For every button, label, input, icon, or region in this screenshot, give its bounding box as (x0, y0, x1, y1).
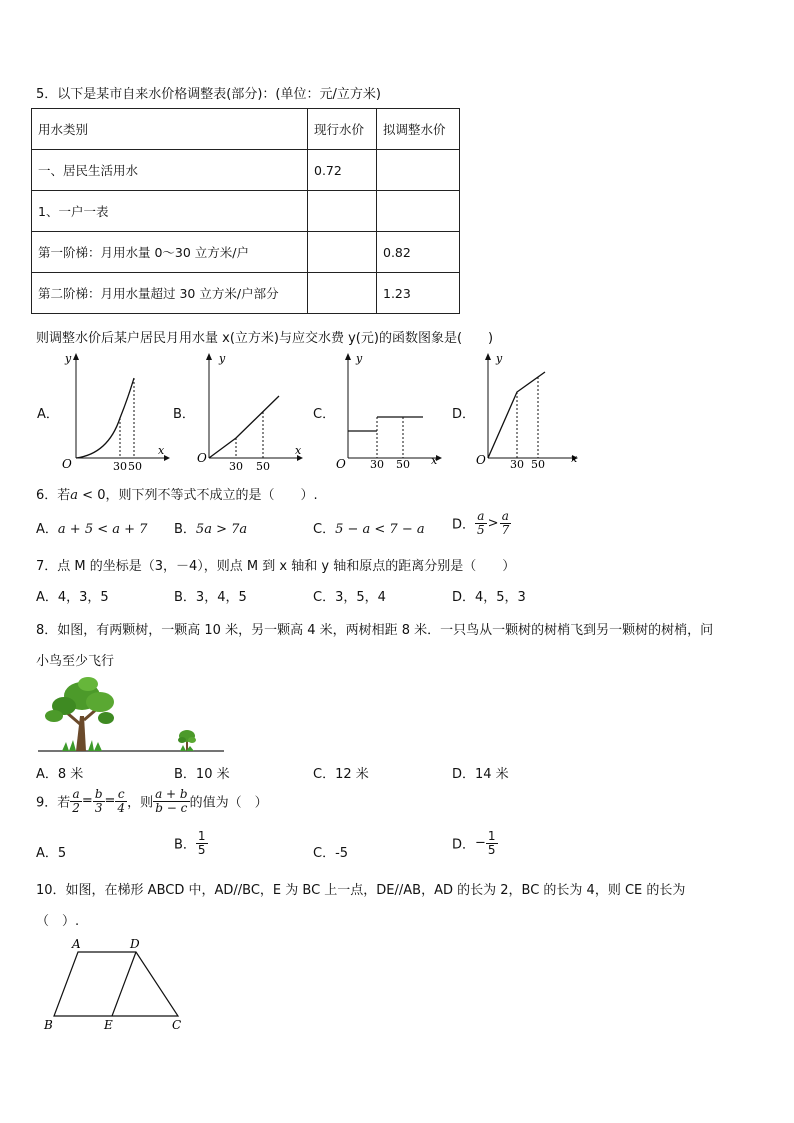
origin-label: O (336, 457, 346, 471)
q5-option-a: A． (37, 407, 59, 422)
q9-option-a: A．5 (36, 846, 67, 861)
q6-option-d (452, 510, 511, 536)
q8-line1: 8．如图，有两颗树，一颗高 10 米，另一颗高 4 米，两树相距 8 米．一只鸟从一颗树的树梢飞到另一颗树的树梢，问 (36, 623, 714, 638)
table-row (32, 150, 460, 191)
q6-cond: < 0，则下列不等式不成立的是（ ）. (78, 488, 318, 503)
origin-label: O (476, 453, 486, 467)
graph-a (58, 350, 170, 472)
fraction: $\frac{c}{4}$ (117, 787, 126, 815)
q9-d-label: D． (452, 837, 476, 853)
tick-label: 50 (396, 458, 410, 471)
fraction: $\frac{a}{5}$ (477, 509, 485, 537)
q9-mid: ，则 (127, 795, 154, 811)
q6-option-c (313, 518, 425, 537)
y-axis-label: y (65, 352, 72, 365)
table-cell: 1.23 (377, 273, 460, 314)
graph-d (474, 350, 586, 472)
table-cell (308, 273, 377, 314)
table-header: 拟调整水价 (377, 109, 460, 150)
q6-d-op: > (487, 515, 499, 531)
graph-c (334, 350, 446, 472)
q10-line1: 10．如图，在梯形 ABCD 中，AD//BC，E 为 BC 上一点，DE//AB，AD 的长为 2，BC 的长为 4，则 CE 的长为 (36, 883, 686, 898)
q7-option-c: C．3，5，4 (313, 590, 386, 605)
table-cell (308, 232, 377, 273)
q6-var: a (70, 488, 79, 503)
table-cell (308, 191, 377, 232)
q9-eq1: = (81, 793, 93, 809)
q7-option-a: A．4，3，5 (36, 590, 109, 605)
q5-option-c: C． (313, 407, 336, 422)
table-cell: 第一阶梯：月用水量 0～30 立方米/户 (32, 232, 308, 273)
y-axis-label: y (356, 352, 363, 365)
vertex-label: D (130, 937, 140, 951)
q6-a-expr: a + 5 < a + 7 (57, 522, 148, 537)
q5-question: 则调整水价后某户居民月用水量 x(立方米)与应交水费 y(元)的函数图象是( ) (36, 331, 494, 346)
q8-option-d: D．14 米 (452, 767, 509, 782)
fraction: $\frac{1}{5}$ (487, 829, 496, 857)
fraction: $\frac{a}{2}$ (72, 787, 80, 815)
q9-option-c: C．-5 (313, 846, 349, 861)
fraction: $\frac{a + b}{b - c}$ (155, 787, 188, 815)
q7-text: 7．点 M 的坐标是（3，－4），则点 M 到 x 轴和 y 轴和原点的距离分别是（ ） (36, 559, 516, 574)
fraction: $\frac{a}{7}$ (501, 509, 510, 537)
q6-a-label: A． (36, 522, 58, 537)
table-cell: 0.82 (377, 232, 460, 273)
tick-label: 50 (531, 458, 545, 471)
tick-label: 50 (128, 460, 142, 472)
q9-post: 的值为（ ） (189, 795, 268, 811)
graph-b (195, 350, 307, 472)
q6-c-expr: 5 − a < 7 − a (335, 522, 425, 537)
tick-label: 30 (113, 460, 127, 472)
fraction: $\frac{b}{3}$ (94, 787, 103, 815)
q6-d-label: D． (452, 517, 476, 533)
q5-option-d: D． (452, 407, 476, 422)
q8-option-c: C．12 米 (313, 767, 369, 782)
q9-eq2: = (104, 793, 116, 809)
table-cell (377, 150, 460, 191)
tick-label: 30 (370, 458, 384, 471)
tick-label: 50 (256, 460, 270, 472)
x-axis-label: x (431, 454, 438, 467)
q8-option-a: A．8 米 (36, 767, 84, 782)
trapezoid-figure (40, 936, 200, 1036)
q6-stem (36, 484, 318, 503)
q9-stem (36, 788, 268, 814)
vertex-label: E (104, 1018, 113, 1032)
table-cell: 0.72 (308, 150, 377, 191)
q9-option-b (174, 830, 208, 856)
fraction: $\frac{1}{5}$ (197, 829, 206, 857)
x-axis-label: x (571, 452, 578, 465)
vertex-label: A (72, 937, 81, 951)
q7-option-d: D．4，5，3 (452, 590, 526, 605)
y-axis-label: y (496, 352, 503, 365)
q5-title: 5．以下是某市自来水价格调整表(部分)：(单位：元/立方米) (36, 87, 381, 102)
q6-b-expr: 5a > 7a (195, 522, 248, 537)
table-row (32, 191, 460, 232)
table-row (32, 232, 460, 273)
q6-stem-text: 6．若 (36, 488, 71, 503)
vertex-label: C (172, 1018, 182, 1032)
q9-d-sign: − (475, 835, 486, 851)
vertex-label: B (44, 1018, 53, 1032)
table-row (32, 273, 460, 314)
x-axis-label: x (295, 444, 302, 457)
table-header-row (32, 109, 460, 150)
q9-pre: 9．若 (36, 795, 71, 811)
table-header: 现行水价 (308, 109, 377, 150)
q5-option-b: B． (173, 407, 195, 422)
tick-label: 30 (510, 458, 524, 471)
q6-c-label: C． (313, 522, 336, 537)
q6-b-label: B． (174, 522, 196, 537)
table-header: 用水类别 (32, 109, 308, 150)
q9-b-label: B． (174, 837, 196, 853)
tick-label: 30 (229, 460, 243, 472)
q8-line2: 小鸟至少飞行 (36, 654, 115, 669)
q7-option-b: B．3，4，5 (174, 590, 247, 605)
origin-label: O (197, 451, 207, 465)
q9-option-d (452, 830, 498, 856)
table-cell (377, 191, 460, 232)
x-axis-label: x (158, 444, 165, 457)
table-cell: 1、一户一表 (32, 191, 308, 232)
q6-option-b (174, 518, 247, 537)
table-cell: 一、居民生活用水 (32, 150, 308, 191)
table-cell: 第二阶梯：月用水量超过 30 立方米/户部分 (32, 273, 308, 314)
y-axis-label: y (219, 352, 226, 365)
trees-figure (36, 672, 228, 756)
origin-label: O (62, 457, 72, 471)
price-table (31, 108, 460, 314)
q8-option-b: B．10 米 (174, 767, 230, 782)
q10-line2: （ ）. (36, 914, 80, 929)
q6-option-a (36, 518, 147, 537)
